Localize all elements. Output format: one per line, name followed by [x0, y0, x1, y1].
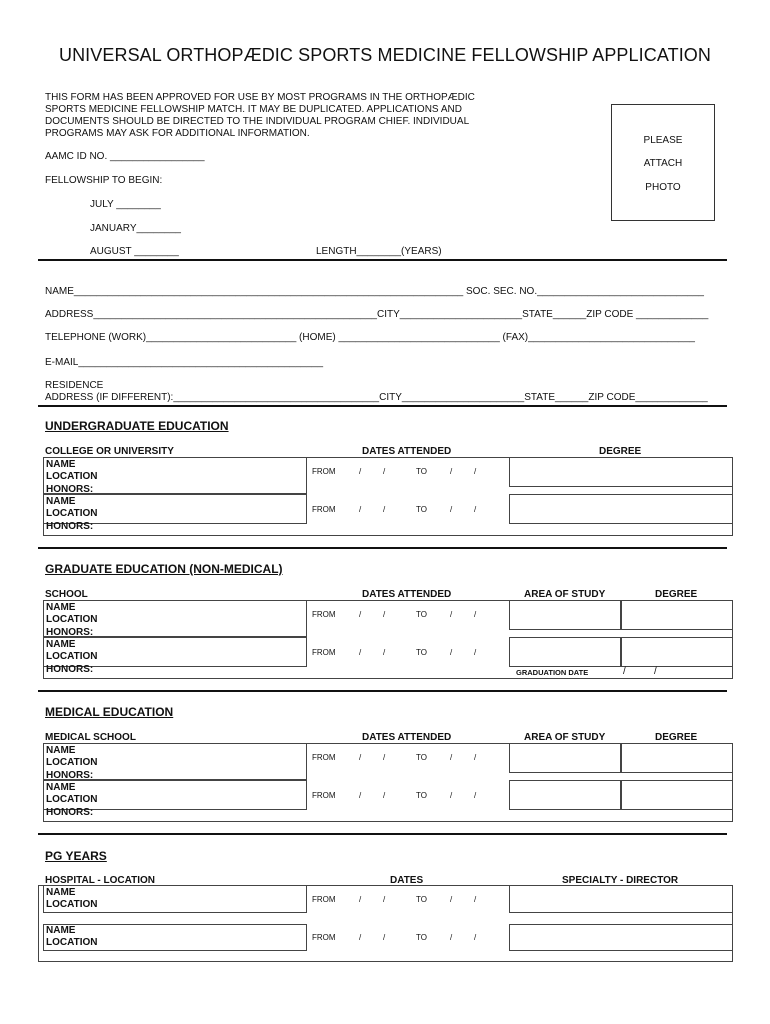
telephone-field[interactable]: TELEPHONE (WORK)___________________________ (HOME) _____________________________ (FAX)______________________________: [45, 332, 695, 343]
grad-col-dates: DATES ATTENDED: [362, 589, 452, 600]
pg-col-specialty: SPECIALTY - DIRECTOR: [562, 875, 679, 886]
medical-col-degree: DEGREE: [655, 732, 698, 743]
august-field[interactable]: AUGUST ________: [90, 246, 179, 257]
email-field[interactable]: E-MAIL____________________________________________: [45, 357, 324, 368]
grad-area-cell-2[interactable]: [509, 637, 621, 667]
photo-line-3: PHOTO: [645, 182, 681, 193]
pg-col-dates: DATES: [390, 875, 424, 886]
divider: [38, 833, 727, 835]
undergrad-degree-cell-1[interactable]: [509, 457, 733, 487]
photo-line-2: ATTACH: [643, 158, 683, 169]
pg-section-title: PG YEARS: [45, 849, 107, 863]
residence-address-field[interactable]: ADDRESS (IF DIFFERENT):_____________________________________CITY______________________STATE______ZIP CODE_____________: [45, 392, 708, 403]
pg-row2-labels: NAME LOCATION: [46, 925, 98, 949]
grad-area-cell-1[interactable]: [509, 600, 621, 630]
medical-col-dates: DATES ATTENDED: [362, 732, 452, 743]
pg-specialty-cell-2[interactable]: [509, 924, 733, 951]
grad-col-area: AREA OF STUDY: [524, 589, 606, 600]
undergrad-row2-labels: NAME LOCATION HONORS:: [46, 496, 98, 532]
divider: [38, 547, 727, 549]
medical-row1-labels: NAME LOCATION HONORS:: [46, 745, 98, 781]
pg-specialty-cell-1[interactable]: [509, 885, 733, 913]
photo-box[interactable]: [611, 104, 715, 221]
graduation-date-slash-2[interactable]: /: [654, 666, 657, 677]
medical-section-title: MEDICAL EDUCATION: [45, 705, 174, 719]
medical-col-school: MEDICAL SCHOOL: [45, 732, 136, 743]
grad-col-school: SCHOOL: [45, 589, 88, 600]
undergrad-row1-labels: NAME LOCATION HONORS:: [46, 459, 98, 495]
grad-row2-labels: NAME LOCATION HONORS:: [46, 639, 98, 675]
undergrad-col-degree: DEGREE: [599, 446, 642, 457]
intro-text: THIS FORM HAS BEEN APPROVED FOR USE BY MOST PROGRAMS IN THE ORTHOPÆDIC SPORTS MEDICINE FELLOWSHIP MATCH. IT MAY BE DUPLICATED. APPLICATIONS AND DOCUMENTS SHOULD BE DIRECTED TO THE INDIVIDUAL PROGRAM CHIEF. INDIVIDUAL PROGRAMS MAY ASK FOR ADDITIONAL INFORMATION.: [45, 92, 475, 139]
medical-row2-labels: NAME LOCATION HONORS:: [46, 782, 98, 818]
grad-section-title: GRADUATE EDUCATION (NON-MEDICAL): [45, 562, 283, 576]
medical-area-cell-2[interactable]: [509, 780, 621, 810]
medical-degree-cell-1[interactable]: [621, 743, 733, 773]
medical-degree-cell-2[interactable]: [621, 780, 733, 810]
undergrad-section-title: UNDERGRADUATE EDUCATION: [45, 419, 229, 433]
grad-degree-cell-1[interactable]: [621, 600, 733, 630]
form-title: UNIVERSAL ORTHOPÆDIC SPORTS MEDICINE FELLOWSHIP APPLICATION: [58, 45, 712, 65]
undergrad-degree-cell-2[interactable]: [509, 494, 733, 524]
aamc-id-field[interactable]: AAMC ID NO. _________________: [45, 151, 205, 162]
length-field[interactable]: LENGTH________(YEARS): [316, 246, 442, 257]
july-field[interactable]: JULY ________: [90, 199, 161, 210]
undergrad-col-dates: DATES ATTENDED: [362, 446, 452, 457]
name-ssn-field[interactable]: NAME______________________________________________________________________ SOC. SEC. NO.______________________________: [45, 286, 704, 297]
divider: [38, 405, 727, 407]
grad-col-degree: DEGREE: [655, 589, 698, 600]
photo-line-1: PLEASE: [643, 135, 683, 146]
address-field[interactable]: ADDRESS___________________________________________________CITY______________________STATE______ZIP CODE _____________: [45, 309, 709, 320]
graduation-date-label: GRADUATION DATE: [516, 668, 589, 677]
residence-label: RESIDENCE: [45, 380, 104, 391]
pg-row1-labels: NAME LOCATION: [46, 887, 98, 911]
grad-row1-labels: NAME LOCATION HONORS:: [46, 602, 98, 638]
divider: [38, 259, 727, 261]
medical-area-cell-1[interactable]: [509, 743, 621, 773]
pg-col-hospital: HOSPITAL - LOCATION: [45, 875, 155, 886]
fellowship-begin-label: FELLOWSHIP TO BEGIN:: [45, 175, 163, 186]
medical-col-area: AREA OF STUDY: [524, 732, 606, 743]
graduation-date-slash-1[interactable]: /: [623, 666, 626, 677]
january-field[interactable]: JANUARY________: [90, 223, 181, 234]
grad-degree-cell-2[interactable]: [621, 637, 733, 667]
undergrad-col-college: COLLEGE OR UNIVERSITY: [45, 446, 174, 457]
divider: [38, 690, 727, 692]
